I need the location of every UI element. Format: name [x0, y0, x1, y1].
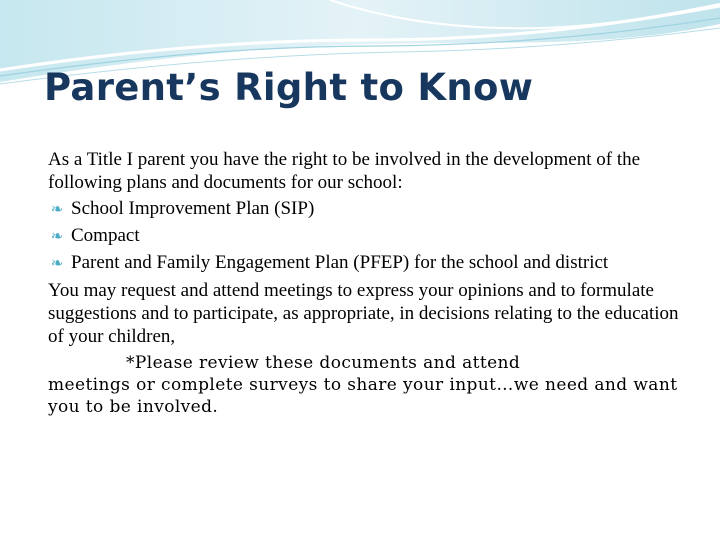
bullet-text: Parent and Family Engagement Plan (PFEP) for the school and district: [71, 252, 609, 273]
bullet-item-sip: [48, 198, 688, 221]
notice-paragraph: [48, 352, 688, 418]
intro-paragraph: As a Title I parent you have the right to be involved in the development of the following plans and documents for our school:: [48, 149, 641, 193]
bullet-item-compact: [48, 225, 688, 248]
slide-title: Parent’s Right to Know: [44, 66, 534, 109]
bullet-icon: ❧: [50, 229, 64, 245]
notice-rest: meetings or complete surveys to share your input…we need and want you to be involved.: [48, 375, 678, 417]
bullet-item-pfep: [48, 252, 688, 275]
bullet-text: Compact: [71, 225, 140, 246]
notice-first-line: *Please review these documents and attend: [126, 353, 521, 373]
bullet-icon: ❧: [50, 202, 64, 218]
bullet-icon: ❧: [50, 256, 64, 272]
request-paragraph: You may request and attend meetings to express your opinions and to formulate suggestions and to participate, as appropriate, in decisions relating to the education of your children,: [48, 280, 679, 347]
bullet-text: School Improvement Plan (SIP): [71, 198, 315, 219]
slide-body: [48, 148, 688, 418]
